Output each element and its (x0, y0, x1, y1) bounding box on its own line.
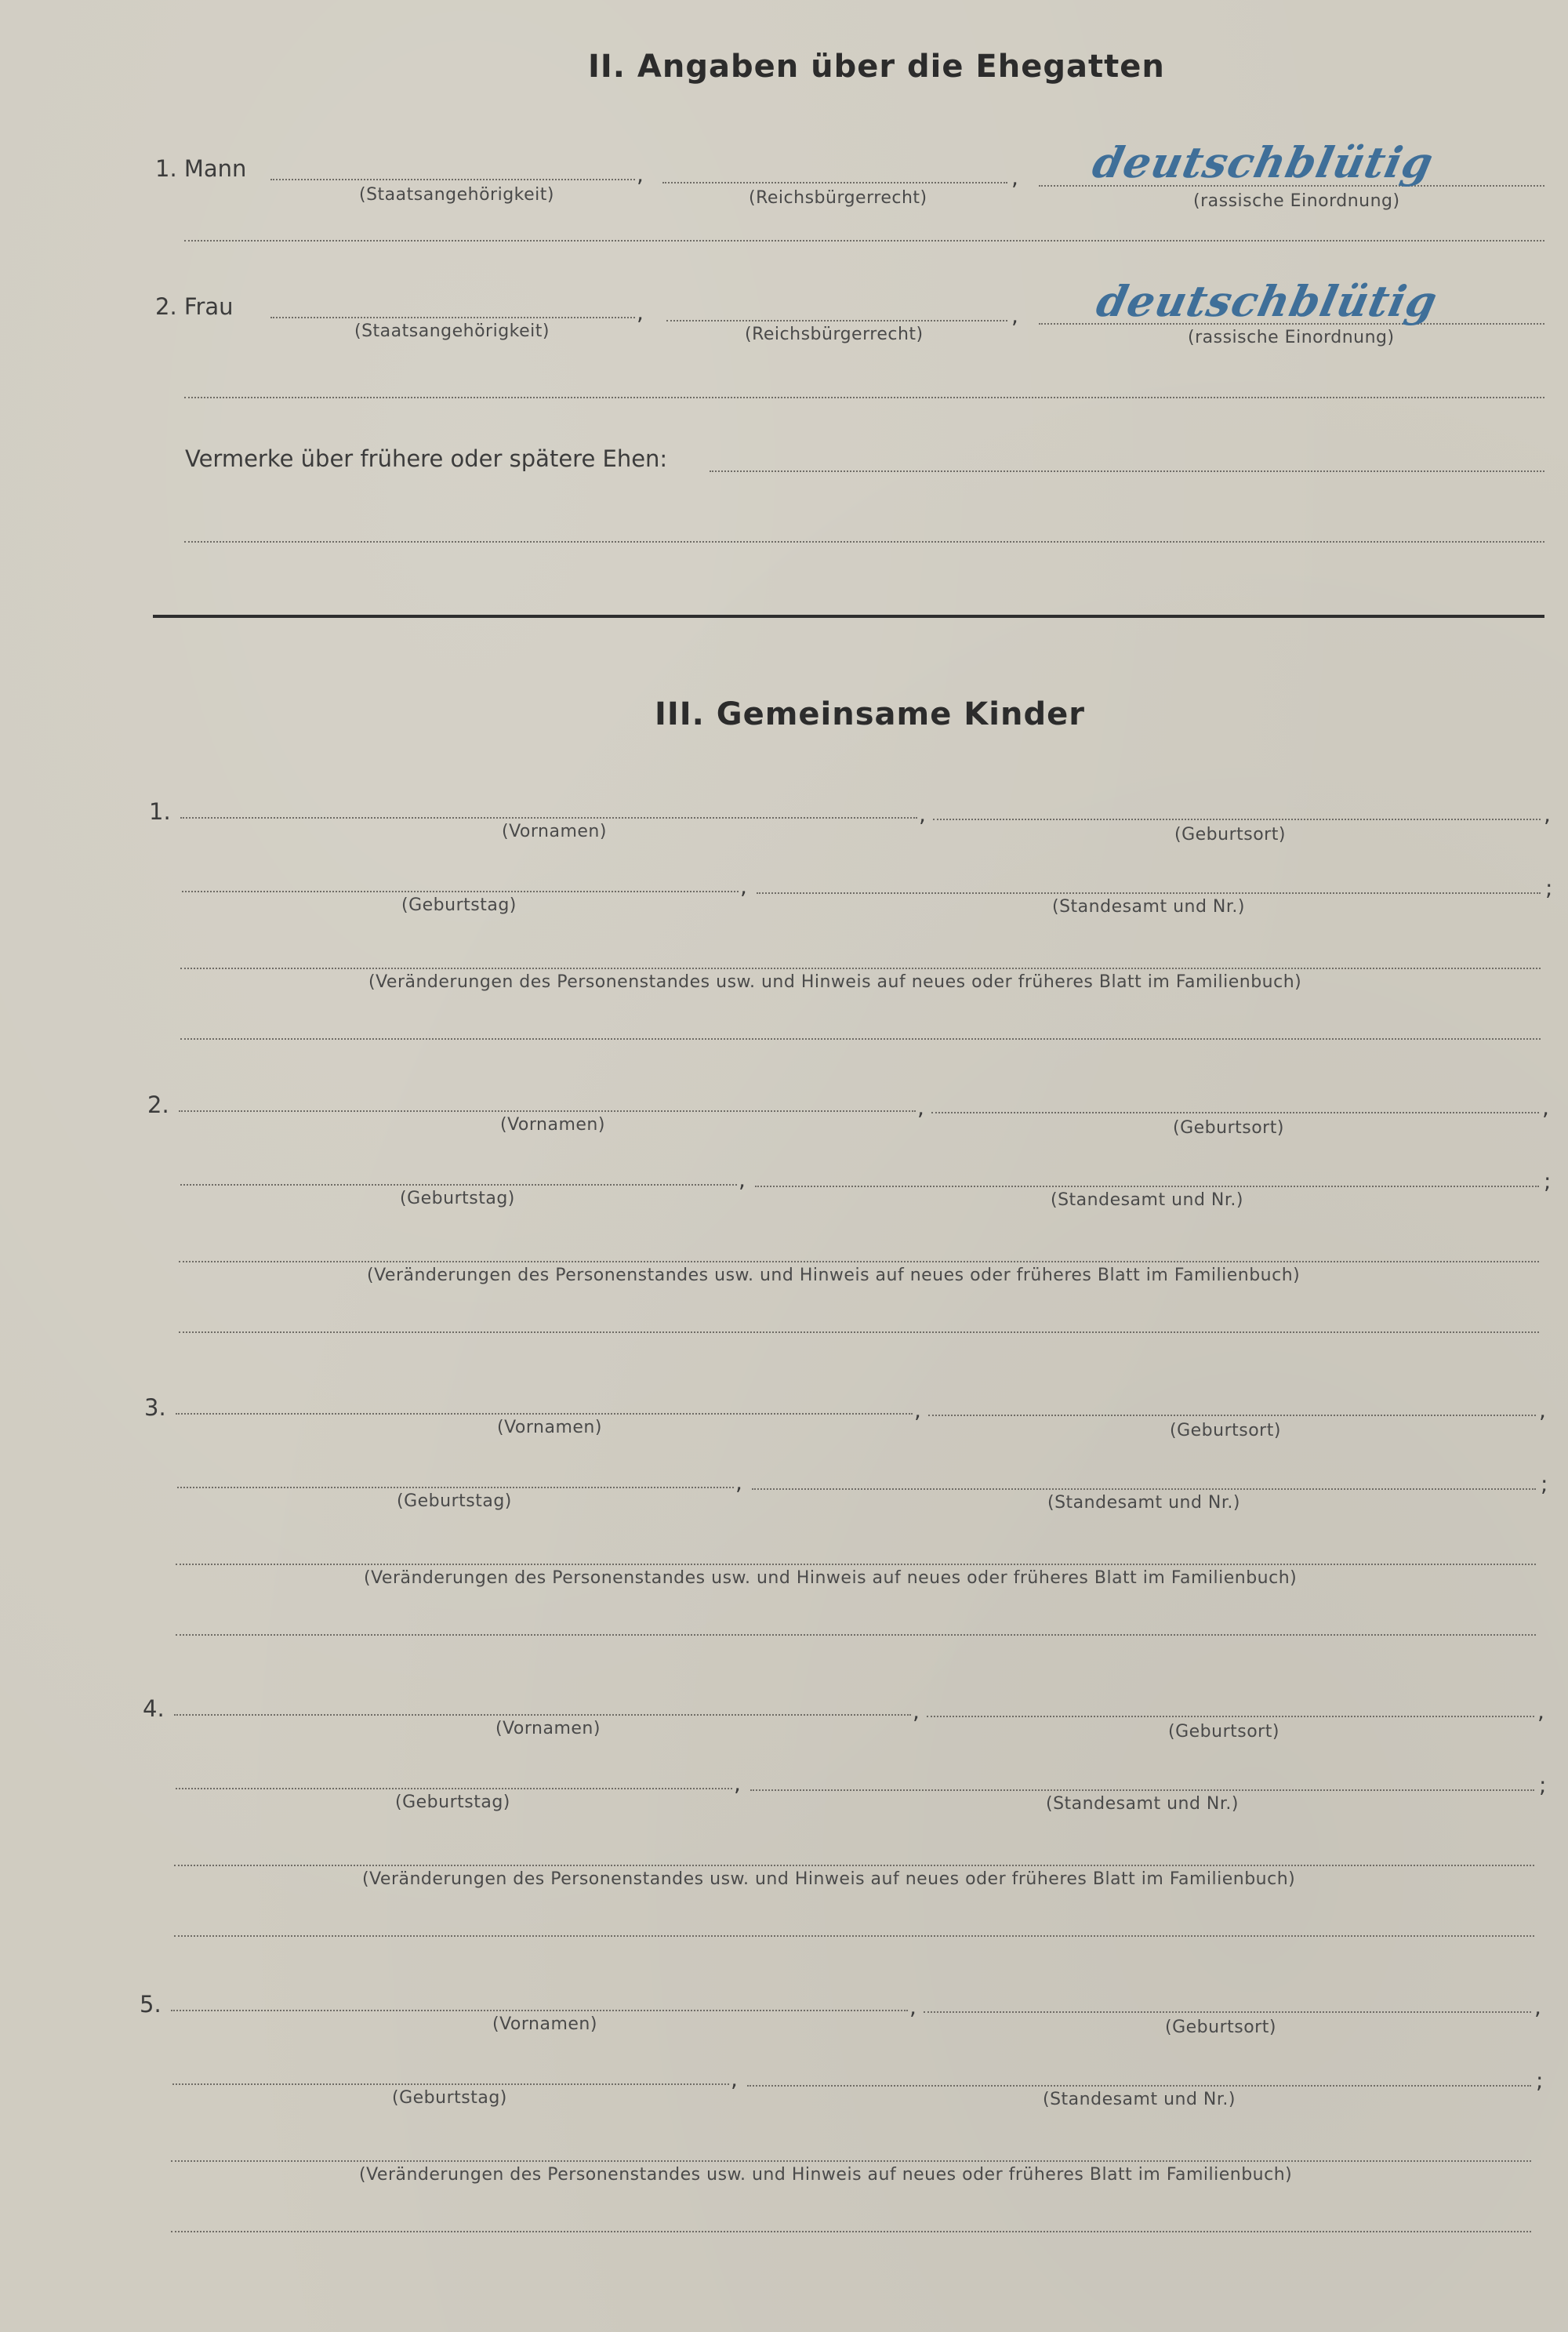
veraenderungen-caption: (Veränderungen des Personenstandes usw. und Hinweis auf neues oder früheres Blatt im Familienbuch) (368, 972, 1302, 992)
comma: , (735, 1469, 742, 1495)
child-number: 2. (147, 1092, 169, 1118)
mann-rasse-value: deutschblütig (1088, 137, 1439, 187)
comma: , (919, 801, 926, 827)
geburtsort-caption: (Geburtsort) (1168, 1722, 1279, 1742)
child-extra-line[interactable] (176, 1634, 1536, 1636)
section-3-title: III. Gemeinsame Kinder (655, 696, 1085, 732)
vornamen-caption: (Vornamen) (497, 1418, 602, 1437)
veraenderungen-line[interactable] (180, 968, 1541, 969)
standesamt-caption: (Standesamt und Nr.) (1052, 897, 1245, 917)
comma: , (1539, 1397, 1546, 1423)
standesamt-caption: (Standesamt und Nr.) (1046, 1794, 1239, 1814)
geburtsort-line[interactable] (931, 1112, 1539, 1113)
veraenderungen-caption: (Veränderungen des Personenstandes usw. und Hinweis auf neues oder früheres Blatt im Familienbuch) (359, 2165, 1293, 2185)
frau-staat-caption: (Staatsangehörigkeit) (354, 321, 550, 341)
frau-staat-line[interactable] (270, 317, 635, 318)
veraenderungen-caption: (Veränderungen des Personenstandes usw. und Hinweis auf neues oder früheres Blatt im Familienbuch) (367, 1266, 1301, 1285)
geburtsort-line[interactable] (933, 819, 1541, 820)
standesamt-line[interactable] (752, 1488, 1536, 1490)
comma: , (1011, 165, 1018, 191)
section-2-title: II. Angaben über die Ehegatten (588, 49, 1165, 85)
comma: , (913, 1698, 920, 1724)
comma: , (637, 300, 644, 325)
comma: , (637, 162, 644, 187)
frau-extra-line[interactable] (184, 397, 1544, 398)
child-extra-line[interactable] (179, 1331, 1539, 1333)
veraenderungen-caption: (Veränderungen des Personenstandes usw. und Hinweis auf neues oder früheres Blatt im Familienbuch) (364, 1568, 1298, 1588)
child-extra-line[interactable] (180, 1038, 1541, 1040)
vornamen-line[interactable] (176, 1413, 913, 1415)
comma: ; (1545, 875, 1553, 901)
comma: ; (1541, 1471, 1548, 1497)
frau-rasse-value: deutschblütig (1092, 276, 1443, 326)
veraenderungen-line[interactable] (179, 1261, 1539, 1262)
veraenderungen-line[interactable] (171, 2160, 1531, 2162)
comma: , (740, 874, 747, 899)
standesamt-line[interactable] (750, 1789, 1534, 1791)
comma: , (734, 1771, 741, 1796)
vornamen-caption: (Vornamen) (492, 2014, 597, 2034)
standesamt-line[interactable] (747, 2085, 1531, 2087)
vornamen-line[interactable] (180, 817, 917, 819)
comma: ; (1544, 1168, 1552, 1194)
comma: , (917, 1095, 924, 1121)
veraenderungen-line[interactable] (174, 1865, 1534, 1866)
comma: ; (1536, 2068, 1544, 2094)
geburtstag-line[interactable] (180, 1184, 737, 1186)
child-extra-line[interactable] (171, 2231, 1531, 2232)
geburtstag-caption: (Geburtstag) (395, 1793, 510, 1812)
comma: , (1011, 303, 1018, 329)
comma: , (739, 1167, 746, 1193)
mann-rasse-caption: (rassische Einordnung) (1193, 191, 1400, 211)
mann-reich-caption: (Reichsbürgerrecht) (749, 188, 927, 208)
geburtsort-caption: (Geburtsort) (1170, 1421, 1281, 1440)
comma: , (1534, 1994, 1541, 2020)
geburtstag-caption: (Geburtstag) (401, 895, 517, 915)
vornamen-line[interactable] (179, 1110, 916, 1112)
vornamen-line[interactable] (174, 1714, 911, 1716)
standesamt-caption: (Standesamt und Nr.) (1047, 1493, 1240, 1513)
standesamt-caption: (Standesamt und Nr.) (1043, 2090, 1236, 2109)
standesamt-caption: (Standesamt und Nr.) (1051, 1190, 1243, 1210)
geburtstag-line[interactable] (172, 2083, 729, 2085)
mann-extra-line[interactable] (184, 240, 1544, 242)
geburtsort-caption: (Geburtsort) (1173, 1118, 1284, 1138)
standesamt-line[interactable] (755, 1186, 1539, 1187)
comma: , (1544, 801, 1551, 827)
comma: , (1537, 1698, 1544, 1724)
comma: ; (1539, 1772, 1547, 1798)
comma: , (909, 1994, 916, 2020)
geburtsort-line[interactable] (928, 1415, 1536, 1416)
frau-rasse-caption: (rassische Einordnung) (1188, 328, 1395, 347)
child-number: 5. (140, 1991, 162, 2018)
child-number: 1. (149, 798, 171, 825)
child-extra-line[interactable] (174, 1935, 1534, 1937)
mann-label: 1. Mann (155, 155, 247, 182)
section-divider (153, 615, 1544, 618)
geburtsort-line[interactable] (924, 2011, 1531, 2013)
frau-reich-caption: (Reichsbürgerrecht) (745, 325, 924, 344)
geburtstag-caption: (Geburtstag) (397, 1491, 512, 1511)
veraenderungen-caption: (Veränderungen des Personenstandes usw. und Hinweis auf neues oder früheres Blatt im Familienbuch) (362, 1869, 1296, 1889)
child-number: 3. (144, 1394, 166, 1421)
frau-label: 2. Frau (155, 293, 234, 320)
vornamen-caption: (Vornamen) (495, 1719, 601, 1738)
geburtstag-line[interactable] (177, 1487, 734, 1488)
vornamen-caption: (Vornamen) (500, 1115, 605, 1135)
geburtstag-line[interactable] (176, 1788, 732, 1789)
vermerke-line-2[interactable] (184, 541, 1544, 543)
vermerke-line-1[interactable] (710, 470, 1544, 472)
standesamt-line[interactable] (757, 892, 1541, 894)
geburtstag-line[interactable] (182, 891, 739, 892)
geburtsort-line[interactable] (927, 1716, 1534, 1717)
geburtstag-caption: (Geburtstag) (392, 2088, 507, 2108)
mann-reich-line[interactable] (662, 182, 1007, 183)
vornamen-line[interactable] (171, 2010, 908, 2011)
frau-reich-line[interactable] (666, 320, 1007, 321)
geburtstag-caption: (Geburtstag) (400, 1189, 515, 1208)
geburtsort-caption: (Geburtsort) (1174, 825, 1286, 845)
mann-staat-line[interactable] (270, 179, 635, 180)
comma: , (1542, 1095, 1549, 1121)
comma: , (731, 2066, 738, 2092)
veraenderungen-line[interactable] (176, 1564, 1536, 1565)
child-number: 4. (143, 1695, 165, 1722)
geburtsort-caption: (Geburtsort) (1165, 2018, 1276, 2037)
mann-staat-caption: (Staatsangehörigkeit) (359, 185, 554, 205)
comma: , (914, 1397, 921, 1423)
vornamen-caption: (Vornamen) (502, 822, 607, 841)
vermerke-label: Vermerke über frühere oder spätere Ehen: (185, 445, 668, 472)
